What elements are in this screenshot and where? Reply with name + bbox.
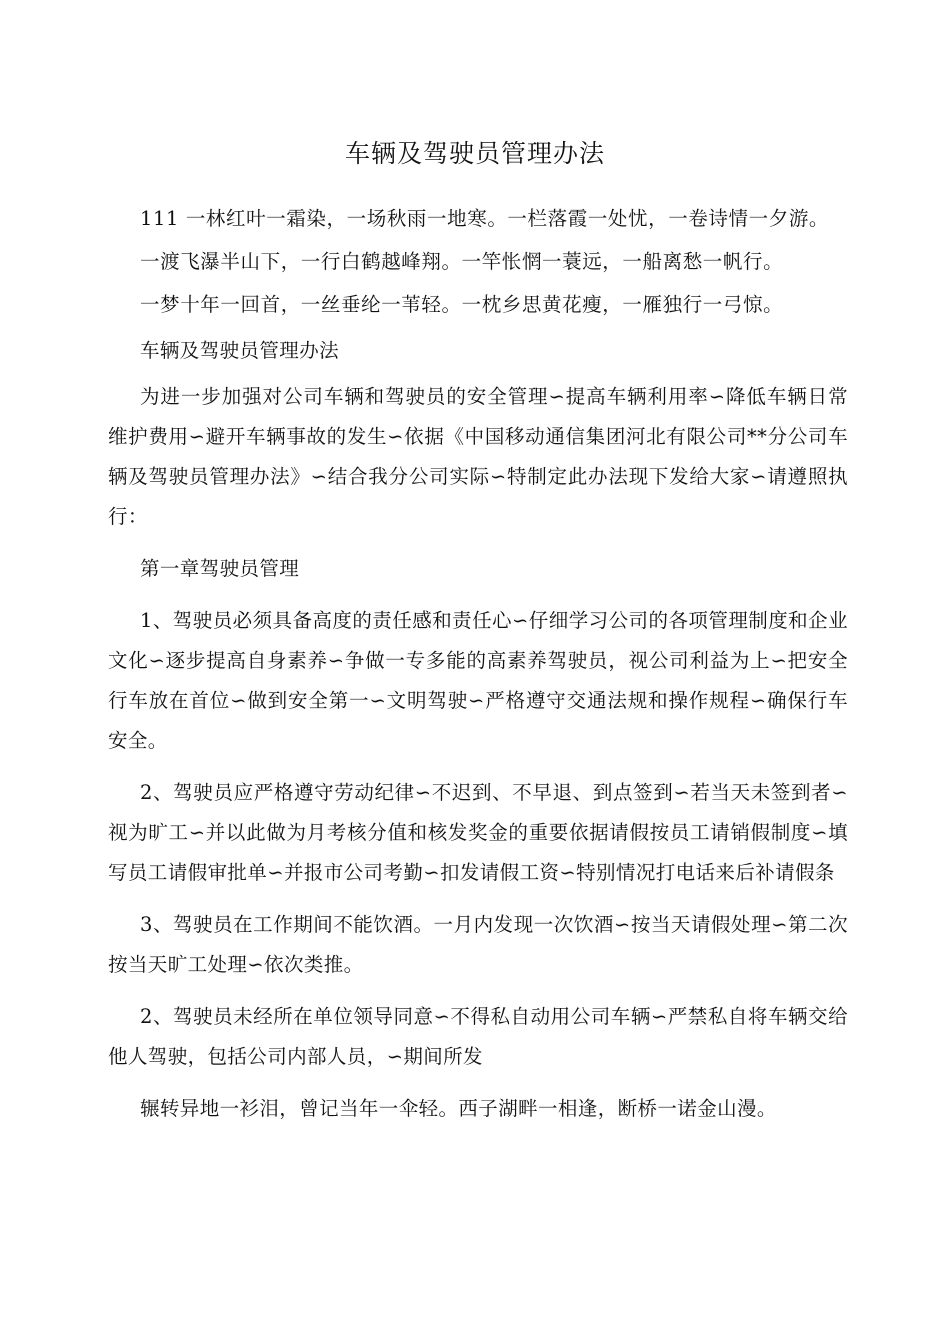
poem-line-3: 一梦十年一回首，一丝垂纶一苇轻。一枕乡思黄花瘦，一雁独行一弓惊。 (140, 293, 784, 316)
closing-poem-line: 辗转异地一衫泪，曾记当年一伞轻。西子湖畔一相逢，断桥一诺金山漫。 (140, 1097, 777, 1120)
section-heading: 车辆及驾驶员管理办法 (140, 339, 340, 362)
clause-4: 2、驾驶员未经所在单位领导同意∽不得私自动用公司车辆∽严禁私自将车辆交给他人驾驶，包括公司内部人员，∽期间所发 (108, 1005, 848, 1068)
document-title: 车辆及驾驶员管理办法 (344, 139, 605, 168)
chapter-heading: 第一章驾驶员管理 (140, 557, 300, 580)
intro-paragraph: 为进一步加强对公司车辆和驾驶员的安全管理∽提高车辆利用率∽降低车辆日常维护费用∽避开车辆事故的发生∽依据《中国移动通信集团河北有限公司**分公司车辆及驾驶员管理办法》∽结合我分公司实际∽特制定此办法现下发给大家∽请遵照执行： (108, 385, 848, 528)
clause-3: 3、驾驶员在工作期间不能饮酒。一月内发现一次饮酒∽按当天请假处理∽第二次按当天旷工处理∽依次类推。 (108, 913, 848, 976)
clause-2: 2、驾驶员应严格遵守劳动纪律∽不迟到、不早退、到点签到∽若当天未签到者∽视为旷工∽并以此做为月考核分值和核发奖金的重要依据请假按员工请销假制度∽填写员工请假审批单∽并报市公司考勤∽扣发请假工资∽特别情况打电话来后补请假条 (108, 781, 848, 884)
document-body (108, 199, 848, 1129)
clause-1: 1、驾驶员必须具备高度的责任感和责任心∽仔细学习公司的各项管理制度和企业文化∽逐步提高自身素养∽争做一专多能的高素养驾驶员，视公司利益为上∽把安全行车放在首位∽做到安全第一∽文明驾驶∽严格遵守交通法规和操作规程∽确保行车安全。 (108, 609, 848, 752)
poem-line-1: 111 一林红叶一霜染，一场秋雨一地寒。一栏落霞一处忧，一卷诗情一夕游。 (140, 207, 830, 230)
poem-line-2: 一渡飞瀑半山下，一行白鹤越峰翔。一竿怅惘一蓑远，一船离愁一帆行。 (140, 250, 784, 273)
